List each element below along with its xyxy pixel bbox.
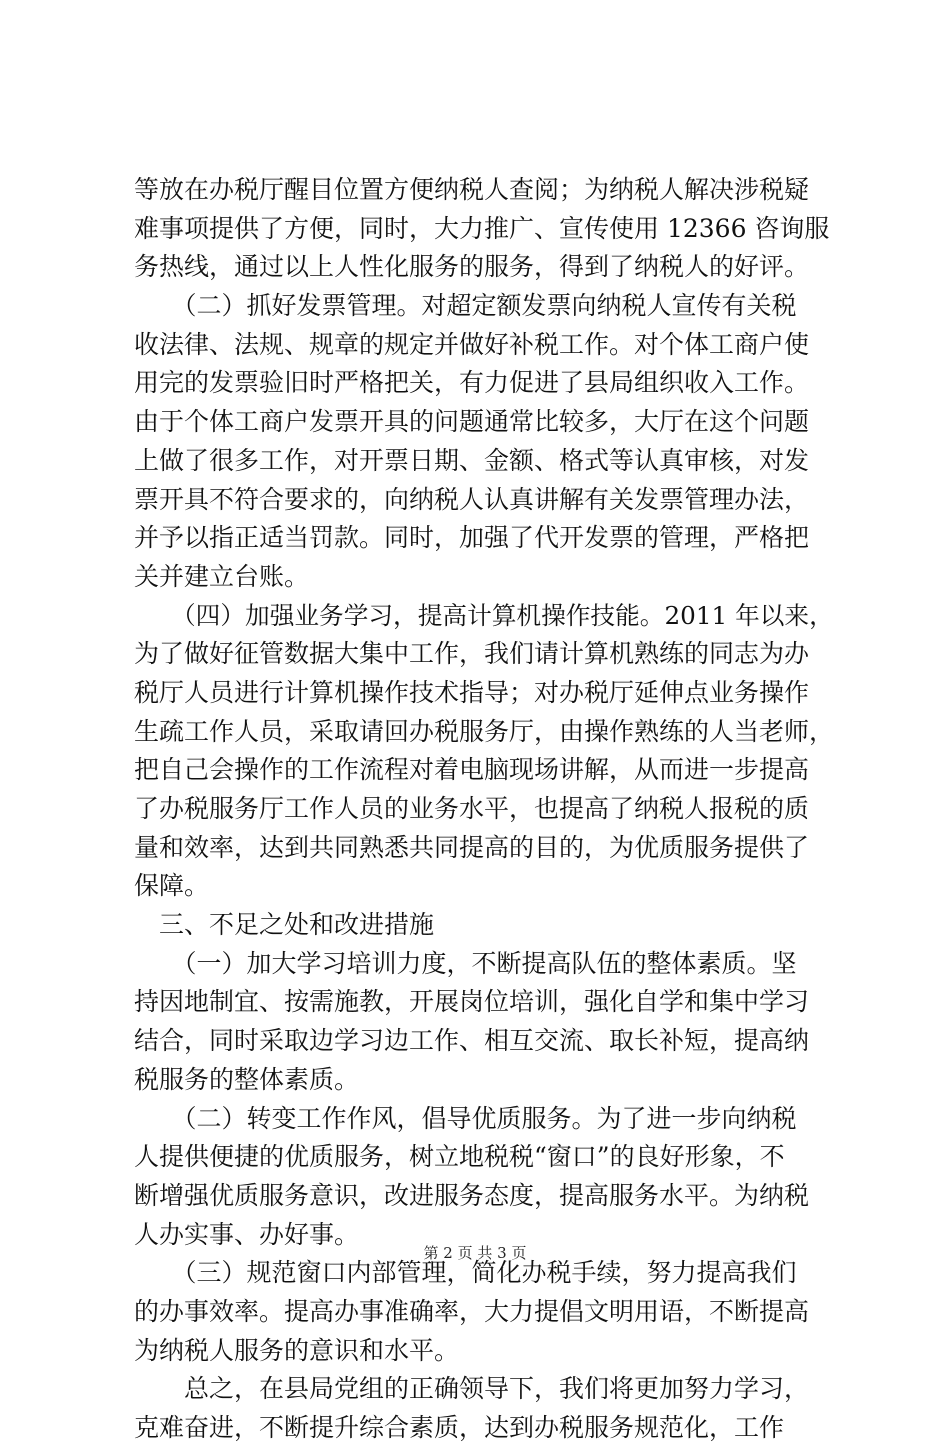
text-line: 难事项提供了方便，同时，大力推广、宣传使用 12366 咨询服 xyxy=(134,213,830,243)
text-line: 收法律、法规、规章的规定并做好补税工作。对个体工商户使 xyxy=(134,329,810,359)
text-line: 上做了很多工作，对开票日期、金额、格式等认真审核，对发 xyxy=(134,445,810,475)
text-line: 保障。 xyxy=(134,871,210,901)
text-line: 克难奋进，不断提升综合素质，达到办税服务规范化，工作 xyxy=(134,1413,785,1442)
text-line: （二）抓好发票管理。对超定额发票向纳税人宣传有关税 xyxy=(134,291,797,321)
text-line: 为纳税人服务的意识和水平。 xyxy=(134,1335,460,1365)
text-line: 结合，同时采取边学习边工作、相互交流、取长补短，提高纳 xyxy=(134,1026,810,1056)
text-line: 为了做好征管数据大集中工作，我们请计算机熟练的同志为办 xyxy=(134,639,810,669)
text-line: 量和效率，达到共同熟悉共同提高的目的，为优质服务提供了 xyxy=(134,832,810,862)
text-line: 的办事效率。提高办事准确率，大力提倡文明用语，不断提高 xyxy=(134,1296,810,1326)
text-line: （一）加大学习培训力度，不断提高队伍的整体素质。坚 xyxy=(134,948,797,978)
text-line: 税厅人员进行计算机操作技术指导；对办税厅延伸点业务操作 xyxy=(134,677,810,707)
text-line: 人提供便捷的优质服务，树立地税税“窗口”的良好形象，不 xyxy=(134,1142,785,1172)
text-line: 人办实事、办好事。 xyxy=(134,1219,360,1249)
text-line: 总之，在县局党组的正确领导下，我们将更加努力学习， xyxy=(134,1374,810,1404)
text-line: （三）规范窗口内部管理，简化办税手续，努力提高我们 xyxy=(134,1258,797,1288)
text-line: 生疏工作人员，采取请回办税服务厅，由操作熟练的人当老师， xyxy=(134,716,835,746)
text-line: 把自己会操作的工作流程对着电脑现场讲解，从而进一步提高 xyxy=(134,755,810,785)
text-line: 用完的发票验旧时严格把关，有力促进了县局组织收入工作。 xyxy=(134,368,810,398)
text-line: 断增强优质服务意识，改进服务态度，提高服务水平。为纳税 xyxy=(134,1180,810,1210)
text-line: 了办税服务厅工作人员的业务水平，也提高了纳税人报税的质 xyxy=(134,794,810,823)
section-heading: 三、不足之处和改进措施 xyxy=(134,910,435,940)
text-line: （二）转变工作作风，倡导优质服务。为了进一步向纳税 xyxy=(134,1103,797,1133)
text-line: 税服务的整体素质。 xyxy=(134,1064,360,1094)
text-line: 票开具不符合要求的，向纳税人认真讲解有关发票管理办法， xyxy=(134,484,810,514)
page-footer: 第 2 页 共 3 页 xyxy=(423,1244,527,1262)
text-line: 并予以指正适当罚款。同时，加强了代开发票的管理，严格把 xyxy=(134,523,810,553)
text-line: 关并建立台账。 xyxy=(134,561,310,591)
text-line: 持因地制宜、按需施教，开展岗位培训，强化自学和集中学习 xyxy=(134,987,810,1017)
text-line: （四）加强业务学习，提高计算机操作技能。2011 年以来， xyxy=(134,600,834,630)
text-line: 由于个体工商户发票开具的问题通常比较多，大厅在这个问题 xyxy=(134,407,810,437)
text-line: 等放在办税厅醒目位置方便纳税人查阅；为纳税人解决涉税疑 xyxy=(134,175,810,204)
text-line: 务热线，通过以上人性化服务的服务，得到了纳税人的好评。 xyxy=(134,252,810,282)
